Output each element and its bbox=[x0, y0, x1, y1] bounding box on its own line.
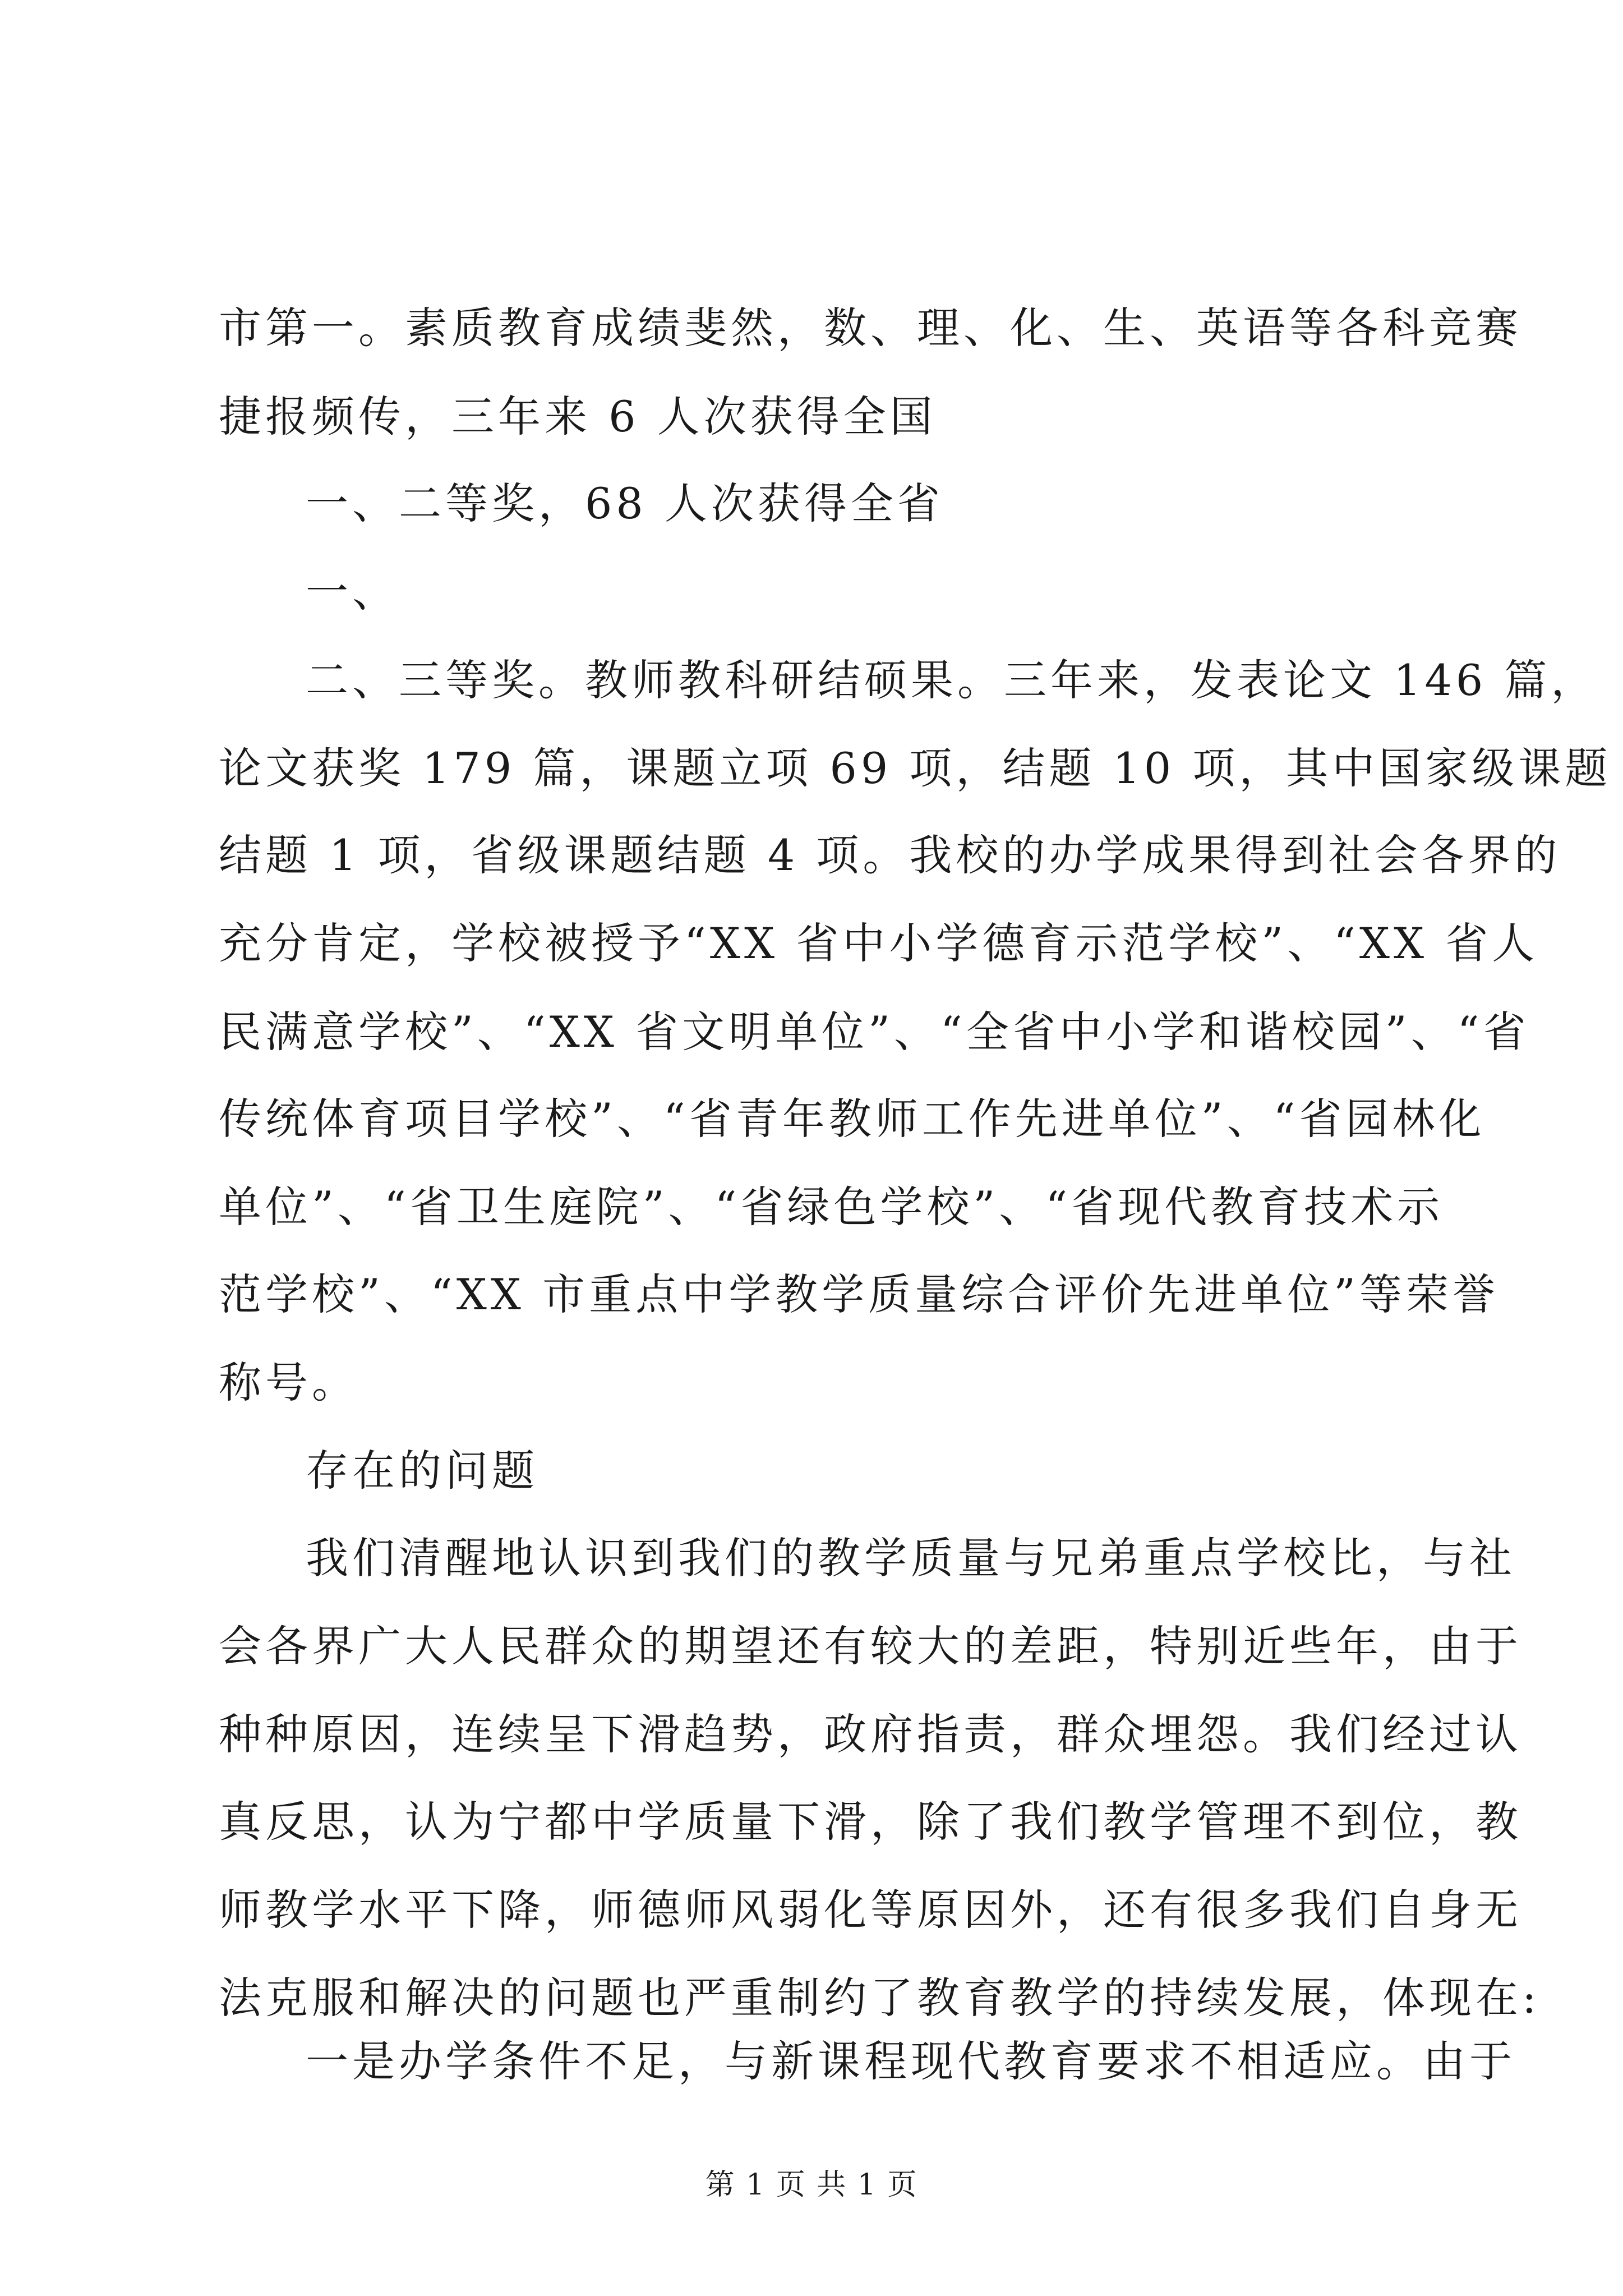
text-line: 充分肯定，学校被授予“XX 省中小学德育示范学校”、“XX 省人 bbox=[219, 918, 1539, 968]
text-line: 会各界广大人民群众的期望还有较大的差距，特别近些年，由于 bbox=[219, 1621, 1522, 1671]
text-line: 种种原因，连续呈下滑趋势，政府指责，群众埋怨。我们经过认 bbox=[219, 1709, 1522, 1759]
text-line: 论文获奖 179 篇，课题立项 69 项，结题 10 项，其中国家级课题 bbox=[219, 743, 1612, 793]
text-line: 称号。 bbox=[219, 1358, 358, 1407]
text-line: 范学校”、“XX 市重点中学教学质量综合评价先进单位”等荣誉 bbox=[219, 1269, 1499, 1319]
text-line: 一、 bbox=[306, 567, 399, 616]
text-line: 一、二等奖，68 人次获得全省 bbox=[306, 478, 944, 528]
text-line: 传统体育项目学校”、“省青年教师工作先进单位”、“省园林化 bbox=[219, 1094, 1486, 1144]
text-line: 捷报频传，三年来 6 人次获得全国 bbox=[219, 392, 937, 441]
text-line: 市第一。素质教育成绩斐然，数、理、化、生、英语等各科竞赛 bbox=[219, 303, 1522, 353]
text-line: 民满意学校”、“XX 省文明单位”、“全省中小学和谐校园”、“省 bbox=[219, 1007, 1530, 1057]
text-line: 一是办学条件不足，与新课程现代教育要求不相适应。由于 bbox=[306, 2036, 1516, 2086]
text-line: 结题 1 项，省级课题结题 4 项。我校的办学成果得到社会各界的 bbox=[219, 830, 1561, 880]
section-heading: 存在的问题 bbox=[306, 1446, 538, 1496]
text-line: 单位”、“省卫生庭院”、“省绿色学校”、“省现代教育技术示 bbox=[219, 1182, 1444, 1232]
text-line: 法克服和解决的问题也严重制约了教育教学的持续发展，体现在: bbox=[219, 1973, 1541, 2023]
page-footer: 第 1 页 共 1 页 bbox=[705, 2168, 918, 2202]
text-line: 真反思，认为宁都中学质量下滑，除了我们教学管理不到位，教 bbox=[219, 1797, 1522, 1847]
text-line: 二、三等奖。教师教科研结硕果。三年来，发表论文 146 篇， bbox=[306, 655, 1598, 705]
text-line: 师教学水平下降，师德师风弱化等原因外，还有很多我们自身无 bbox=[219, 1885, 1522, 1935]
text-line: 我们清醒地认识到我们的教学质量与兄弟重点学校比，与社 bbox=[306, 1533, 1516, 1583]
